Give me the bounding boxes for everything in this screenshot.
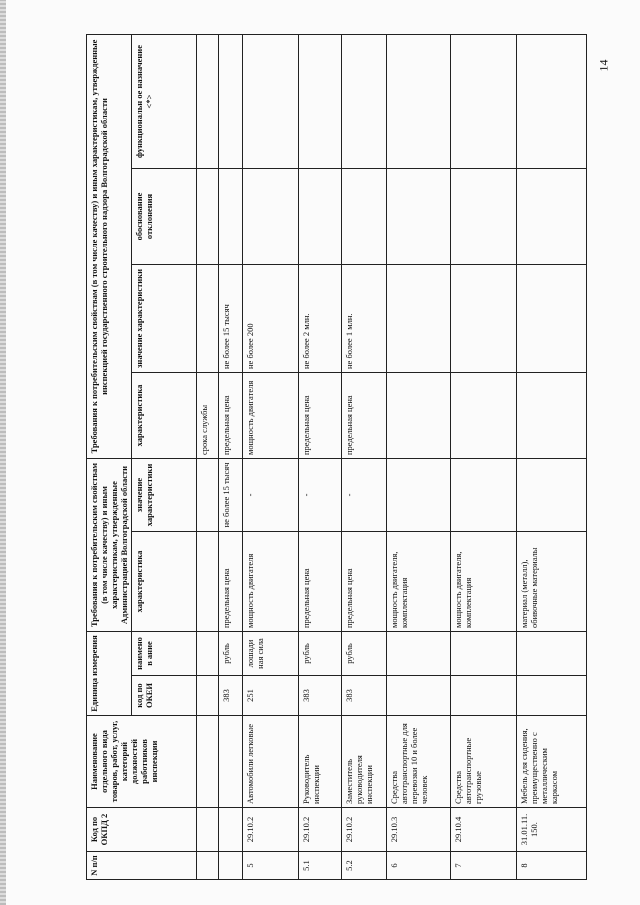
cell-admin-char (197, 532, 219, 632)
rotated-table-wrapper (86, 35, 618, 880)
cell-insp-char: предельная цена (219, 373, 243, 459)
cell-justification (299, 169, 342, 265)
cell-insp-char (517, 373, 587, 459)
cell-name (197, 716, 219, 808)
cell-purpose (197, 34, 219, 168)
cell-name: Руководитель инспекции (299, 716, 342, 808)
cell-unit-code (197, 676, 219, 716)
cell-name: Автомобили легковые (243, 716, 299, 808)
cell-name (219, 716, 243, 808)
cell-admin-value (517, 459, 587, 532)
header-insp-char: характеристика (132, 373, 197, 459)
header-unit-name: наименов ание (132, 632, 197, 676)
cell-num: 8 (517, 852, 587, 880)
header-okpd: Код по ОКПД 2 (87, 808, 197, 852)
page-number: 14 (596, 59, 611, 72)
cell-admin-value (197, 459, 219, 532)
cell-okpd (197, 808, 219, 852)
cell-name: Мебель для сидения, преимущественно с металлическим каркасом (517, 716, 587, 808)
scan-edge (0, 0, 6, 905)
cell-admin-char: предельная цена (219, 532, 243, 632)
cell-num: 5 (243, 852, 299, 880)
header-justification: обоснование отклонения (132, 169, 197, 265)
cell-num: 6 (387, 852, 451, 880)
cell-num: 5.1 (299, 852, 342, 880)
cell-justification (197, 169, 219, 265)
cell-num: 7 (451, 852, 517, 880)
cell-unit-name (451, 632, 517, 676)
cell-purpose (387, 34, 451, 168)
cell-insp-value: не более 15 тысяч (219, 265, 243, 373)
header-inspection-requirements: Требования к потребительским свойствам (в том числе качеству) и иным характеристикам, утвержденные инспекцией государственного строительного надзора Волгоградской области (87, 34, 132, 458)
table-row (387, 34, 451, 879)
cell-purpose (451, 34, 517, 168)
header-admin-value: значение характеристики (132, 459, 197, 532)
cell-admin-value (387, 459, 451, 532)
cell-name: Заместитель руководителя инспекции (342, 716, 387, 808)
table-row (342, 34, 387, 879)
cell-admin-char: предельная цена (342, 532, 387, 632)
header-purpose: функциональн ое назначение <*> (132, 34, 197, 168)
cell-unit-code: 251 (243, 676, 299, 716)
cell-unit-code (451, 676, 517, 716)
cell-admin-char: мощность двигателя, комплектация (451, 532, 517, 632)
header-admin-char: характеристика (132, 532, 197, 632)
cell-admin-value: - (342, 459, 387, 532)
cell-okpd: 31.01.11. 150. (517, 808, 587, 852)
cell-justification (342, 169, 387, 265)
cell-insp-value (451, 265, 517, 373)
cell-admin-char: мощность двигателя (243, 532, 299, 632)
cell-okpd (219, 808, 243, 852)
cell-unit-name (197, 632, 219, 676)
cell-unit-code (517, 676, 587, 716)
table-row (219, 34, 243, 879)
header-name: Наименование отдельного вида товаров, работ, услуг, категорий должностей работников инспекции (87, 716, 197, 808)
cell-purpose (517, 34, 587, 168)
cell-insp-value: не более 1 млн. (342, 265, 387, 373)
cell-okpd: 29.10.2 (243, 808, 299, 852)
cell-okpd: 29.10.2 (342, 808, 387, 852)
cell-unit-code: 383 (342, 676, 387, 716)
cell-unit-name: рубль (299, 632, 342, 676)
requirements-table (86, 34, 587, 880)
cell-name: Средства автотранспортные грузовые (451, 716, 517, 808)
cell-name: Средства автотранспортные для перевозки 10 и более человек (387, 716, 451, 808)
cell-justification (387, 169, 451, 265)
cell-admin-char: мощность двигателя, комплектация (387, 532, 451, 632)
cell-justification (243, 169, 299, 265)
cell-admin-char: материал (металл), обивочные материалы (517, 532, 587, 632)
cell-admin-value: - (243, 459, 299, 532)
cell-unit-name (387, 632, 451, 676)
cell-purpose (243, 34, 299, 168)
cell-okpd: 29.10.2 (299, 808, 342, 852)
cell-insp-value (197, 265, 219, 373)
cell-unit-code: 383 (299, 676, 342, 716)
cell-purpose (342, 34, 387, 168)
cell-num: 5.2 (342, 852, 387, 880)
cell-admin-char: предельная цена (299, 532, 342, 632)
header-admin-requirements: Требования к потребительским свойствам (в том числе качеству) и иным характеристикам, утвержденные Администрацией Волгоградской области (87, 459, 132, 632)
header-unit: Единица измерения (87, 632, 132, 716)
cell-insp-value (387, 265, 451, 373)
cell-insp-char: предельная цена (342, 373, 387, 459)
cell-purpose (299, 34, 342, 168)
cell-insp-char: срока службы (197, 373, 219, 459)
cell-num (219, 852, 243, 880)
cell-insp-value (517, 265, 587, 373)
cell-okpd: 29.10.4 (451, 808, 517, 852)
cell-insp-value: не более 200 (243, 265, 299, 373)
header-insp-value: значение характеристики (132, 265, 197, 373)
cell-justification (219, 169, 243, 265)
cell-insp-char: мощность двигателя (243, 373, 299, 459)
cell-unit-name: рубль (342, 632, 387, 676)
cell-unit-code: 383 (219, 676, 243, 716)
cell-unit-code (387, 676, 451, 716)
cell-purpose (219, 34, 243, 168)
cell-admin-value (451, 459, 517, 532)
cell-insp-value: не более 2 млн. (299, 265, 342, 373)
cell-okpd: 29.10.3 (387, 808, 451, 852)
cell-insp-char (387, 373, 451, 459)
cell-num (197, 852, 219, 880)
cell-admin-value: не более 15 тысяч (219, 459, 243, 532)
cell-insp-char: предельная цена (299, 373, 342, 459)
table-row (243, 34, 299, 879)
cell-admin-value: - (299, 459, 342, 532)
header-num: N п/п (87, 852, 197, 880)
cell-insp-char (451, 373, 517, 459)
table-row (299, 34, 342, 879)
cell-unit-name: лошади ная сила (243, 632, 299, 676)
cell-unit-name (517, 632, 587, 676)
cell-unit-name: рубль (219, 632, 243, 676)
cell-justification (517, 169, 587, 265)
table-row (451, 34, 517, 879)
header-unit-code: код по ОКЕИ (132, 676, 197, 716)
table-row (517, 34, 587, 879)
table-row (197, 34, 219, 879)
cell-justification (451, 169, 517, 265)
